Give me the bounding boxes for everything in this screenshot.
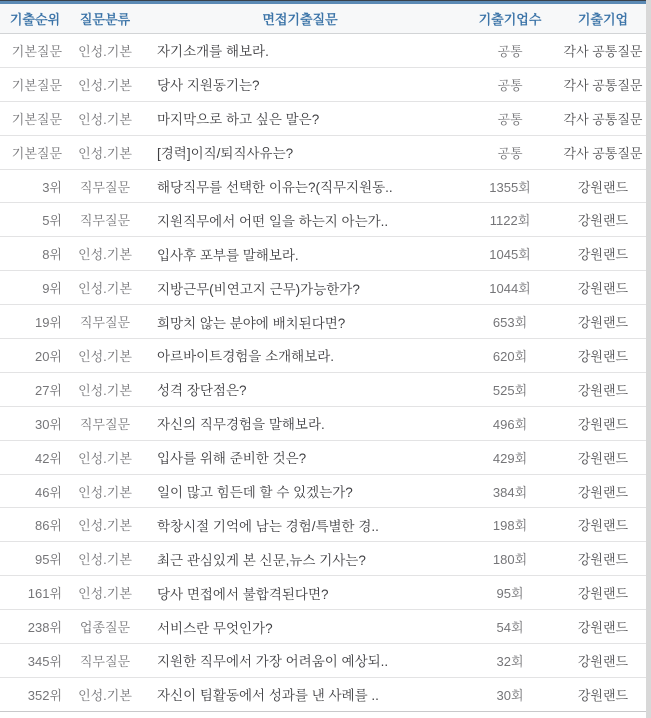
rank-cell: 기본질문: [0, 101, 70, 135]
rank-cell: 5위: [0, 203, 70, 237]
table-row[interactable]: [0, 67, 646, 101]
table-body: [0, 34, 646, 712]
count-cell: 198회: [460, 508, 560, 542]
question-cell: 입사후 포부를 말해보라.: [140, 237, 460, 271]
category-cell: 인성.기본: [70, 576, 140, 610]
count-cell: 공통: [460, 34, 560, 68]
question-cell: 당사 면접에서 불합격된다면?: [140, 576, 460, 610]
count-cell: 429회: [460, 440, 560, 474]
count-cell: 1122회: [460, 203, 560, 237]
header-row: [0, 4, 646, 34]
question-cell: 자신의 직무경험을 말해보라.: [140, 406, 460, 440]
category-cell: 인성.기본: [70, 34, 140, 68]
rank-cell: 20위: [0, 339, 70, 373]
rank-cell: 238위: [0, 610, 70, 644]
table-row[interactable]: [0, 372, 646, 406]
question-cell: 자기소개를 해보라.: [140, 34, 460, 68]
table-row[interactable]: [0, 135, 646, 169]
scrollbar-track[interactable]: [646, 0, 651, 718]
count-cell: 32회: [460, 644, 560, 678]
table-row[interactable]: [0, 677, 646, 711]
count-cell: 525회: [460, 372, 560, 406]
rank-cell: 9위: [0, 271, 70, 305]
count-cell: 54회: [460, 610, 560, 644]
company-cell: 강원랜드: [560, 305, 646, 339]
company-cell: 강원랜드: [560, 271, 646, 305]
rank-cell: 86위: [0, 508, 70, 542]
question-cell: [경력]이직/퇴직사유는?: [140, 135, 460, 169]
question-cell: 최근 관심있게 본 신문,뉴스 기사는?: [140, 542, 460, 576]
category-cell: 직무질문: [70, 644, 140, 678]
question-cell: 마지막으로 하고 싶은 말은?: [140, 101, 460, 135]
table-row[interactable]: [0, 203, 646, 237]
company-cell: 강원랜드: [560, 508, 646, 542]
question-cell: 지원한 직무에서 가장 어려움이 예상되..: [140, 644, 460, 678]
company-cell: 강원랜드: [560, 339, 646, 373]
count-cell: 공통: [460, 101, 560, 135]
table-row[interactable]: [0, 406, 646, 440]
category-cell: 직무질문: [70, 203, 140, 237]
category-cell: 업종질문: [70, 610, 140, 644]
table-row[interactable]: [0, 101, 646, 135]
rank-cell: 기본질문: [0, 135, 70, 169]
rank-cell: 42위: [0, 440, 70, 474]
count-cell: 653회: [460, 305, 560, 339]
question-cell: 학창시절 기억에 남는 경험/특별한 경..: [140, 508, 460, 542]
question-cell: 입사를 위해 준비한 것은?: [140, 440, 460, 474]
table-row[interactable]: [0, 305, 646, 339]
table-row[interactable]: [0, 610, 646, 644]
rank-cell: 161위: [0, 576, 70, 610]
company-cell: 강원랜드: [560, 237, 646, 271]
count-cell: 95회: [460, 576, 560, 610]
count-column-header: 기출기업수: [460, 4, 560, 34]
count-cell: 1044회: [460, 271, 560, 305]
question-cell: 성격 장단점은?: [140, 372, 460, 406]
table-row[interactable]: [0, 644, 646, 678]
question-cell: 자신이 팀활동에서 성과를 낸 사례를 ..: [140, 677, 460, 711]
question-cell: 당사 지원동기는?: [140, 67, 460, 101]
rank-cell: 352위: [0, 677, 70, 711]
category-cell: 인성.기본: [70, 677, 140, 711]
category-cell: 인성.기본: [70, 440, 140, 474]
company-cell: 강원랜드: [560, 677, 646, 711]
company-cell: 강원랜드: [560, 372, 646, 406]
company-cell: 강원랜드: [560, 542, 646, 576]
company-cell: 강원랜드: [560, 576, 646, 610]
table-row[interactable]: [0, 34, 646, 68]
question-cell: 아르바이트경험을 소개해보라.: [140, 339, 460, 373]
category-cell: 인성.기본: [70, 101, 140, 135]
rank-cell: 46위: [0, 474, 70, 508]
table-row[interactable]: [0, 542, 646, 576]
rank-cell: 95위: [0, 542, 70, 576]
category-cell: 직무질문: [70, 305, 140, 339]
table-row[interactable]: [0, 339, 646, 373]
question-column-header: 면접기출질문: [140, 4, 460, 34]
question-cell: 지원직무에서 어떤 일을 하는지 아는가..: [140, 203, 460, 237]
question-cell: 희망치 않는 분야에 배치된다면?: [140, 305, 460, 339]
count-cell: 공통: [460, 135, 560, 169]
table-row[interactable]: [0, 440, 646, 474]
rank-cell: 19위: [0, 305, 70, 339]
company-cell: 각사 공통질문: [560, 67, 646, 101]
count-cell: 1045회: [460, 237, 560, 271]
table-row[interactable]: [0, 576, 646, 610]
category-cell: 인성.기본: [70, 508, 140, 542]
interview-questions-table: [0, 4, 646, 712]
table-row[interactable]: [0, 237, 646, 271]
rank-cell: 27위: [0, 372, 70, 406]
question-cell: 해당직무를 선택한 이유는?(직무지원동..: [140, 169, 460, 203]
table-row[interactable]: [0, 508, 646, 542]
category-cell: 인성.기본: [70, 271, 140, 305]
company-cell: 강원랜드: [560, 474, 646, 508]
company-cell: 각사 공통질문: [560, 135, 646, 169]
count-cell: 1355회: [460, 169, 560, 203]
count-cell: 384회: [460, 474, 560, 508]
rank-cell: 30위: [0, 406, 70, 440]
table-row[interactable]: [0, 271, 646, 305]
company-cell: 강원랜드: [560, 406, 646, 440]
count-cell: 180회: [460, 542, 560, 576]
table-row[interactable]: [0, 169, 646, 203]
question-cell: 일이 많고 힘든데 할 수 있겠는가?: [140, 474, 460, 508]
rank-column-header: 기출순위: [0, 4, 70, 34]
category-column-header: 질문분류: [70, 4, 140, 34]
company-cell: 각사 공통질문: [560, 34, 646, 68]
table-header: [0, 4, 646, 34]
category-cell: 인성.기본: [70, 542, 140, 576]
company-cell: 각사 공통질문: [560, 101, 646, 135]
company-column-header: 기출기업: [560, 4, 646, 34]
company-cell: 강원랜드: [560, 169, 646, 203]
question-cell: 지방근무(비연고지 근무)가능한가?: [140, 271, 460, 305]
rank-cell: 기본질문: [0, 34, 70, 68]
table-row[interactable]: [0, 474, 646, 508]
category-cell: 인성.기본: [70, 135, 140, 169]
question-cell: 서비스란 무엇인가?: [140, 610, 460, 644]
category-cell: 인성.기본: [70, 67, 140, 101]
category-cell: 인성.기본: [70, 339, 140, 373]
company-cell: 강원랜드: [560, 644, 646, 678]
category-cell: 인성.기본: [70, 237, 140, 271]
company-cell: 강원랜드: [560, 203, 646, 237]
count-cell: 496회: [460, 406, 560, 440]
category-cell: 직무질문: [70, 406, 140, 440]
rank-cell: 8위: [0, 237, 70, 271]
rank-cell: 기본질문: [0, 67, 70, 101]
company-cell: 강원랜드: [560, 610, 646, 644]
rank-cell: 345위: [0, 644, 70, 678]
category-cell: 직무질문: [70, 169, 140, 203]
category-cell: 인성.기본: [70, 474, 140, 508]
category-cell: 인성.기본: [70, 372, 140, 406]
count-cell: 공통: [460, 67, 560, 101]
count-cell: 30회: [460, 677, 560, 711]
rank-cell: 3위: [0, 169, 70, 203]
company-cell: 강원랜드: [560, 440, 646, 474]
count-cell: 620회: [460, 339, 560, 373]
